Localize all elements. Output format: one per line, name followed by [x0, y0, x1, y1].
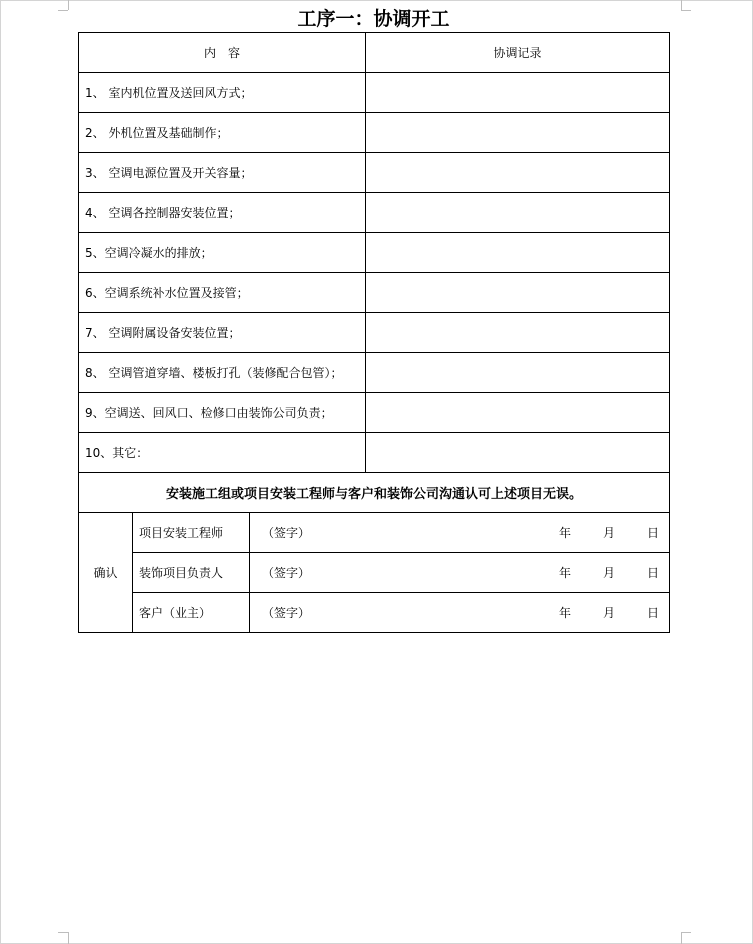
confirm-row [79, 553, 670, 593]
crop-mark [58, 10, 68, 11]
item-text: 9、空调送、回风口、检修口由装饰公司负责； [79, 393, 366, 433]
role-label: 装饰项目负责人 [133, 553, 250, 593]
table-row [79, 273, 670, 313]
crop-mark [681, 10, 691, 11]
record-header: 协调记录 [366, 33, 670, 73]
year-label: 年 [558, 606, 571, 620]
confirm-row [79, 593, 670, 633]
confirm-row [79, 513, 670, 553]
page-title: 工序一：协调开工 [297, 8, 450, 30]
crop-mark [58, 932, 68, 933]
signature-label: （签字） [262, 606, 311, 620]
item-text: 4、 空调各控制器安装位置； [79, 193, 366, 233]
item-text: 10、其它： [79, 433, 366, 473]
crop-mark [68, 932, 69, 944]
signature-cell[interactable] [250, 513, 670, 553]
table-row [79, 73, 670, 113]
record-cell[interactable] [366, 393, 670, 433]
crop-mark [681, 932, 691, 933]
table-header-row [79, 33, 670, 73]
record-cell[interactable] [366, 73, 670, 113]
month-label: 月 [603, 606, 616, 620]
notice-text: 安装施工组或项目安装工程师与客户和装饰公司沟通认可上述项目无误。 [79, 473, 670, 513]
day-label: 日 [647, 606, 660, 620]
role-label: 客户（业主） [133, 593, 250, 633]
day-label: 日 [647, 566, 660, 580]
record-cell[interactable] [366, 153, 670, 193]
day-label: 日 [647, 526, 660, 540]
record-cell[interactable] [366, 313, 670, 353]
item-text: 8、 空调管道穿墙、楼板打孔（装修配合包管）； [79, 353, 366, 393]
record-cell[interactable] [366, 193, 670, 233]
item-text: 2、 外机位置及基础制作； [79, 113, 366, 153]
coordination-table [78, 32, 670, 633]
month-label: 月 [603, 526, 616, 540]
crop-mark [68, 0, 69, 10]
record-cell[interactable] [366, 233, 670, 273]
table-row [79, 233, 670, 273]
year-label: 年 [558, 526, 571, 540]
signature-cell[interactable] [250, 553, 670, 593]
table-row [79, 353, 670, 393]
table-row [79, 193, 670, 233]
item-text: 5、空调冷凝水的排放； [79, 233, 366, 273]
record-cell[interactable] [366, 113, 670, 153]
record-cell[interactable] [366, 273, 670, 313]
signature-cell[interactable] [250, 593, 670, 633]
signature-label: （签字） [262, 526, 311, 540]
item-text: 3、 空调电源位置及开关容量； [79, 153, 366, 193]
record-cell[interactable] [366, 433, 670, 473]
table-row [79, 153, 670, 193]
role-label: 项目安装工程师 [133, 513, 250, 553]
content-header: 内 容 [79, 33, 366, 73]
table-row [79, 393, 670, 433]
item-text: 1、 室内机位置及送回风方式； [79, 73, 366, 113]
item-text: 7、 空调附属设备安装位置； [79, 313, 366, 353]
crop-mark [681, 932, 682, 944]
record-cell[interactable] [366, 353, 670, 393]
crop-mark [681, 0, 682, 10]
year-label: 年 [558, 566, 571, 580]
month-label: 月 [603, 566, 616, 580]
table-row [79, 433, 670, 473]
notice-row [79, 473, 670, 513]
date-labels [559, 604, 659, 621]
date-labels [559, 524, 659, 541]
table-row [79, 113, 670, 153]
item-text: 6、空调系统补水位置及接管； [79, 273, 366, 313]
confirm-label: 确认 [79, 513, 133, 633]
signature-label: （签字） [262, 566, 311, 580]
date-labels [559, 564, 659, 581]
table-row [79, 313, 670, 353]
